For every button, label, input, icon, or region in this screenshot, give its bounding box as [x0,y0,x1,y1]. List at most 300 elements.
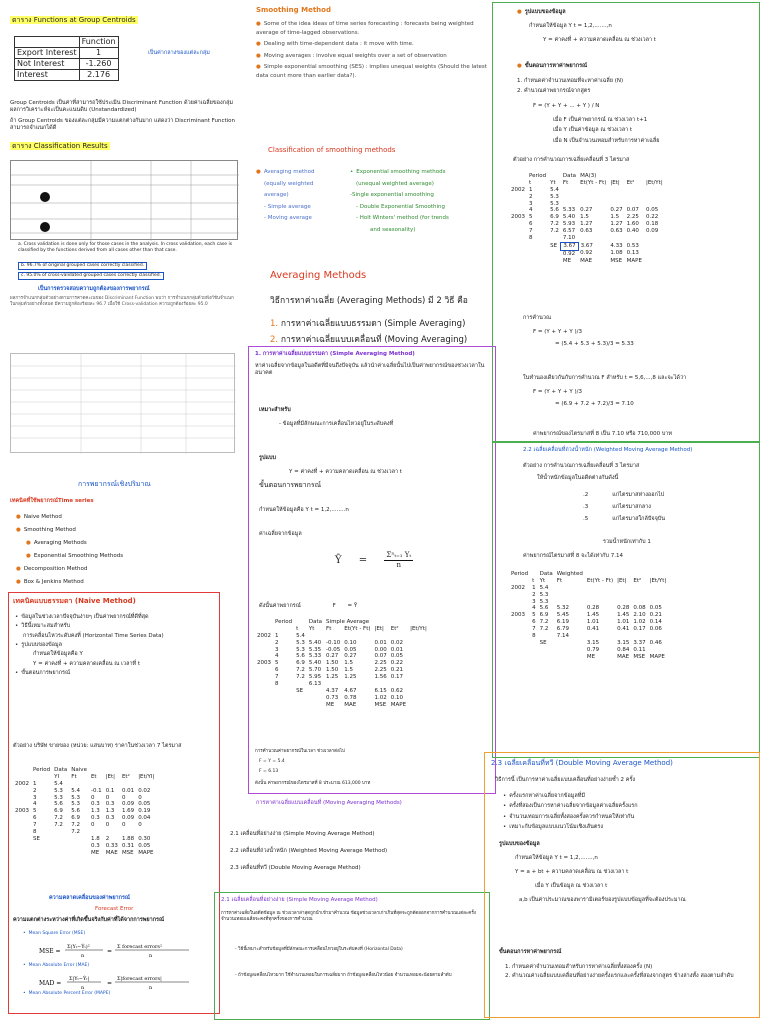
wma-row [509,612,668,619]
wma-row-cell: 0.05 [649,605,662,612]
ma-table: Period Data MA(3) t Yt Ft Et(Yt - Ft) |Et| Et² |Et/Yt| 2002 1 5.4 2 5.3 3 5.3 4 5.6 5.33 0.27 0.27 0.07 0.05 2003 5 6.9 5.40 1.5 1.5 2.25 0.22 6 7.2 5.93 1.27 1.27 1.60 0.18 7 7.2 6.57 0.63 0.63 0.40 0.09 8 7.10 SE 3.67 3.67 4.33 0.53 0.92 0.92 1.08 0.13 ME MAE MSE MAPE [511,173,663,264]
simple-avg-row-cell [294,681,307,688]
sma-title: 2.1 เฉลี่ยเคลื่อนที่อย่างง่าย (Simple Moving Average Method) [221,897,378,903]
naive-row-cell: 0 [138,794,142,801]
wma-ex: ตัวอย่าง การคำนวณการเฉลี่ยเคลื่อนที่ 3 ไตรมาส [523,463,640,469]
dma-where: เมื่อ Y เป็นข้อมูล ณ ช่วงเวลา t [535,883,608,889]
averaging-title: Averaging Methods [270,270,367,281]
ma-row-cell: 8 [529,235,533,242]
simple-avg-row-cell [324,633,342,640]
dma-eq: Y = a + bt + ความคลาดเคลื่อน ณ ช่วงเวลา t [515,869,629,875]
ma-row-cell [608,194,624,201]
ma-form-title: ● รูปแบบของข้อมูล [517,9,566,16]
mse-label: • Mean Square Error (MSE) [23,931,85,937]
wma-row-cell: 2002 [511,584,525,591]
ma-row-cell: 5 [529,214,533,221]
ts-title: เทคนิคที่ใช้พยากรณ์Time series [10,498,94,504]
naive-row-cell: 0 [105,822,110,828]
ma-row-cell: 0.63 [580,228,593,234]
wma-row-cell: 5.32 [556,605,570,612]
ma-row-cell [625,235,644,242]
centroid-note: เป็นค่ากลางของแต่ละกลุ่ม [148,50,210,56]
naive-row-cell: 1 [33,780,37,787]
wma-row [509,633,668,640]
ma-row-cell: 1.27 [580,221,593,228]
ma-row-cell [548,235,561,242]
simple-avg-row-cell [389,681,408,688]
ma-given: กำหนดให้ข้อมูล Y t = 1,2,.......,n [529,23,612,29]
ma-row [509,221,665,228]
wma-ex2: ให้น้ำหนักข้อมูลในอดีตต่างกันดังนี้ [537,475,619,481]
simple-avg-row-cell: 3 [275,646,279,653]
naive-row-cell: 0.01 [121,787,135,794]
simple-avg-row-cell: 1 [275,632,279,639]
naive-row-cell: 2002 [15,780,29,787]
wma-row-cell [631,592,647,599]
ts-item-averaging: ● Averaging Methods [26,537,123,550]
wma-row-cell: 7.2 [539,619,549,626]
naive-row-cell: 0.3 [90,801,100,808]
simple-avg-row-cell: 1.25 [326,674,339,680]
wma-row-cell [509,626,530,633]
ma-row-cell: 1 [529,186,533,193]
centroid-title: ตาราง Functions at Group Centroids [12,16,136,24]
naive-row-cell: 0 [90,822,95,828]
wma-row [509,585,668,592]
ts-item-naive: ● Naive Method [16,511,123,524]
simple-avg-row [255,667,429,674]
wma-row-cell: 7.14 [556,632,570,639]
naive-row-cell: 0.09 [121,815,135,822]
ma-row-cell [644,194,665,201]
simple-avg-row-cell [389,633,408,640]
wma-row-cell: 2003 [511,612,525,619]
naive-row [13,815,156,822]
naive-row-cell: 0.19 [138,808,151,815]
naive-bullets: • ข้อมูลในช่วงเวลาปัจจุบันง่ายๆ เป็นค่าพยากรณ์ที่ดีที่สุด • วิธีนี้เหมาะสมสำหรับ การเคลื่อนไหวระดับคงที่ (Horizontal Time Series Data) • รูปแบบของข้อมูล กำหนดให้ข้อมูลคือ Y Y = ค่าคงที่ + ความคลาดเคลื่อน ณ เวลาที่ t • ขั้นตอนการพยากรณ์ [15,613,215,678]
naive-row-cell: 6 [33,815,37,822]
simple-avg-row-cell [307,633,324,640]
ma-row-cell [608,201,624,208]
naive-row-cell: 2 [33,787,37,794]
dma-box [484,752,760,1018]
ma-row-cell: 7.2 [550,221,559,228]
svg-text:Σ|Yₜ−Ŷₜ|: Σ|Yₜ−Ŷₜ| [69,976,90,982]
wma-row-cell: 1.45 [586,612,600,619]
wma-row-cell: 0.28 [586,605,600,612]
simple-avg-row-cell: 5.3 [296,639,305,646]
simple-avg-row-cell [324,681,342,688]
simple-avg-row-cell: 0.01 [390,646,404,653]
wma-row [509,605,668,612]
naive-row [13,829,156,836]
wma-row-cell [631,633,647,640]
smoothing-left-list: ● Averaging method (equally weighted average) - Simple average - Moving average [256,167,346,225]
ma-row [509,228,665,235]
dma-bullets: • ครั้งแรกหาค่าเฉลี่ยจากข้อมูลที่มี • ครั้งที่สองเป็นการหาค่าเฉลี่ยจากข้อมูลค่าเฉลี่ยครั้งแรก • จำนวนเทอมการเฉลี่ยทั้งสองครั้งควรกำหนดให้เท่ากัน • เหมาะกับข้อมูลแบบแนวโน้มเชิงเส้นตรง [503,791,638,833]
wma-row-cell: 0.41 [586,626,600,632]
wma-row-cell: 0.28 [617,605,630,612]
ma-row-cell: 4 [529,207,533,214]
ma-row-cell [578,187,608,194]
simple-avg-row-cell [373,633,389,640]
classification-smoothing-title: Classification of smoothing methods [268,146,396,154]
svg-text:n: n [81,985,85,991]
faded-table-grid [11,354,236,454]
svg-text:n: n [81,953,85,959]
simple-avg-row-cell: 5.3 [296,646,305,653]
dma-form: รูปแบบของข้อมูล [499,841,540,847]
wma-row-cell: 0.06 [649,626,662,632]
naive-row-cell: 4 [33,801,37,808]
dma-list: 1. กำหนดค่าจำนวนเทอมสำหรับการหาค่าเฉลี่ยทั้งสองครั้ง (N) 2. คำนวณค่าเฉลี่ยแบบเคลื่อนที่อย่างง่ายครั้งแรกและครั้งที่สองจากสูตร ข้างล่างทั้ง สองตามลำดับ [505,964,734,979]
steps-label: ขั้นตอนการพยากรณ์ [259,481,322,489]
naive-row-cell [13,788,31,795]
naive-row [13,795,156,802]
svg-text:=: = [107,980,113,987]
ma-row-cell [608,235,624,242]
naive-row-cell [52,829,69,836]
column-2 [221,0,495,1024]
naive-row-cell: 0 [105,794,110,801]
simple-avg-row-cell: 2003 [257,660,271,667]
ma-row-cell [578,235,608,242]
faded-table [10,353,235,453]
ts-list [16,511,123,589]
suitable-label: เหมาะสำหรับ [259,407,291,413]
naive-row-cell: 1.69 [121,808,135,815]
ma-row [509,214,665,221]
wma-row-cell [538,633,555,640]
class-note-a: a. Cross validation is done only for those cases in the analysis. In cross validation, each case is classified by the functions derived from all cases other than that case. [18,242,233,253]
ma-row-cell: 0.07 [626,207,639,214]
simple-avg-row-cell: 1.25 [344,674,357,680]
smoothing-title: Smoothing Method [256,6,331,14]
wma-row-cell: 3 [532,598,536,605]
wma-row-cell: 1.01 [586,619,600,626]
ma-row-cell [608,187,624,194]
small-paragraph: ผลการจำแนกกลุ่มตัวอย่างตามการคาดคะเนของ Discriminant Function พบว่า การจำแนกกลุ่มด้วยฟังก์ชันจำแนกในกลุ่มตัวอย่างทั้งหมด มีความถูกต้องร้อยละ 96.7 เมื่อใช้ Cross-validation ความถูกต้องร้อยละ 95.0 [10,296,234,307]
ma-row [509,187,665,194]
ma-row-cell: 2003 [511,214,525,221]
simple-avg-row [255,640,429,647]
naive-row-cell: 2003 [15,808,29,815]
ma-row-cell: 3 [529,200,533,207]
naive-row-cell [13,801,31,808]
ma-row [509,201,665,208]
wma-row-cell: 1.02 [633,619,646,626]
forecast-error: Forecast Error [95,906,134,912]
ma-row-cell: 5.3 [550,200,559,207]
classification-table [10,160,238,240]
wma-row-cell: 2.10 [633,612,646,619]
error-desc: ความแตกต่างระหว่างค่าที่เกิดขึ้นจริงกับค่าที่ได้จากการพยากรณ์ [13,917,165,923]
ma-formula: F = (Y + Y + ... + Y ) / N [533,103,600,109]
sma-suit: - วิธีนี้เหมาะสำหรับข้อมูลที่มีลักษณะการเคลื่อนไหวอยู่ในระดับคงที่ (Horizontal Data) [235,947,403,952]
ma-row-cell [561,194,578,201]
svg-text:n: n [149,985,153,991]
wma-row-cell: 0.17 [633,626,646,632]
simple-avg-row [255,660,429,667]
dma-intro: วิธีการนี้ เป็นการหาค่าเฉลี่ยแบบเคลื่อนที่อย่างง่ายซ้ำ 2 ครั้ง [495,777,636,783]
wma-row-cell [585,585,615,592]
simple-avg-row-cell: 7.2 [296,674,305,680]
moving-title: การหาค่าเฉลี่ยแบบเคลื่อนที่ (Moving Averaging Methods) [256,800,402,806]
simple-avg-row [255,681,429,688]
ma-row-cell: 6.57 [562,228,576,234]
naive-row-cell: 1.3 [105,808,115,815]
wma-row-cell [631,599,647,606]
ma-row-cell: 7.10 [562,234,576,241]
wma-row-cell: 0.08 [633,605,646,612]
wma-row-cell [615,599,631,606]
wma-row-cell [555,599,585,606]
naive-row-cell: 7.2 [54,822,63,828]
naive-row-cell: 5.3 [54,787,63,794]
weights: .2 แก่ไตรมาสห่างออกไป .3 แก่ไตรมาสกลาง .5 แก่ไตรมาสใกล้ปัจจุบัน [583,492,666,523]
naive-row-cell: 0.04 [138,815,151,822]
given-line: กำหนดให้ข้อมูลคือ Y t = 1,2,........n [259,507,349,513]
dma-title: 2.3 เฉลี่ยเคลื่อนที่ทวี (Double Moving Average Method) [491,759,673,767]
f2-line: F = Y = 5.4 [259,759,285,764]
simple-avg-row-cell [255,674,273,681]
naive-row-cell [104,781,120,788]
ma-row-cell [509,201,527,208]
column-1 [8,8,238,1018]
wma-row-cell [615,633,631,640]
naive-row-cell [89,829,104,836]
svg-text:n: n [149,953,153,959]
simple-avg-row-cell: 6 [275,667,279,674]
simple-avg-row-cell: 5.6 [296,653,305,660]
simple-avg-row-cell: 5.33 [308,653,322,660]
wma-row-cell: 1.45 [617,612,630,619]
simple-avg-row-cell [342,633,372,640]
centroid-table: Function Export Interest 1 Not Interest -1.260 Interest 2.176 [14,36,119,81]
wma-row-cell: 4 [532,605,536,612]
ma-row-cell: 7.2 [550,228,559,234]
wma-title: 2.2 เฉลี่ยเคลื่อนที่ถ่วงน้ำหนัก (Weighted Moving Average Method) [523,447,693,453]
wma-row [509,619,668,626]
wma-row-cell [509,599,530,606]
ts-item-smoothing: ● Smoothing Method [16,524,123,537]
ma-row-cell: 5.4 [550,186,559,193]
ma-row-cell [578,194,608,201]
ma-row-cell [625,187,644,194]
mape-label: • Mean Absolute Percent Error (MAPE) [23,991,110,997]
simple-avg-row-cell: 0.07 [374,653,387,660]
simple-avg-row-cell: 7 [275,674,279,680]
ma-row [509,235,665,242]
sma-note: - ถ้าข้อมูลเคลื่อนไหวมาก ใช้จำนวนเทอมในการเฉลี่ยมาก ถ้าข้อมูลเคลื่อนไหวน้อย จำนวนเทอมจะน้อยตามลำดับ [235,973,452,978]
wma-row-cell [585,592,615,599]
simple-avg-row-cell: 5.40 [308,660,322,667]
ma-row-cell: 0.18 [645,221,659,228]
naive-row-cell: 5.3 [54,794,63,801]
naive-row [13,781,156,788]
wma-q8: ค่าพยากรณ์ไตรมาสที่ 8 จะได้เท่ากับ 7.14 [523,553,623,559]
wma-row-cell: 0.21 [649,612,662,619]
wma-row-cell: 6.19 [556,619,570,626]
naive-row-cell: 5.6 [54,801,63,808]
naive-row-cell: 5.3 [71,801,81,808]
simple-avg-row-cell [342,681,372,688]
ma-row-cell [644,201,665,208]
naive-row-cell: 0.09 [121,801,135,808]
naive-rows [13,781,156,836]
naive-row-cell [104,829,120,836]
simple-avg-row-cell: 0.05 [344,646,357,653]
averaging-list: 1. การหาค่าเฉลี่ยแบบธรรมดา (Simple Averaging) 2. การหาค่าเฉลี่ยแบบเคลื่อนที่ (Moving Averaging) [270,319,468,346]
ma-f4a: F = (Y + Y + Y )/3 [533,329,582,335]
simple-avg-row-cell: 7.2 [296,667,305,674]
ma-row-cell [644,187,665,194]
wma-row-cell [648,585,669,592]
simple-avg-row-cell: 1.5 [344,660,354,667]
ma-row-cell: 1.5 [610,214,620,221]
svg-text:Σ forecast errors²: Σ forecast errors² [117,944,162,950]
wma-row-cell: 2 [532,591,536,598]
sma-desc: การหาค่าเฉลี่ยในอดีตข้อมูล ณ ช่วงเวลาล่าสุดถูกนำเข้ามาคำนวณ ข้อมูลช่วงเวลาเก่าเกินที่สุดจะถูกตัดออกจากการคำนวณแต่ละครั้ง จำนวนเทอมเฉลี่ยจะคงที่ทุกครั้งของการคำนวณ [221,911,476,922]
ma-where: เมื่อ F เป็นค่าพยากรณ์ ณ ช่วงเวลา t+1 เมื่อ Y เป็นค่าข้อมูล ณ ช่วงเวลา t เมื่อ N เป็นจำนวนเทอมสำหรับการหาค่าเฉลี่ย [553,117,660,144]
wma-row-cell: 5.4 [539,584,549,591]
naive-row-cell [13,795,31,802]
ma-row-cell: 1.27 [610,221,623,228]
simple-avg-row-cell: 1.56 [374,674,387,680]
dma-given: กำหนดให้ข้อมูล Y t = 1,2,.......,n [515,855,598,861]
wma-row-cell: 5 [532,612,536,619]
simple-avg-rows [255,633,429,688]
smoothing-bullets: ● Some of the idea ideas of time series forecasting : forecasts being weighted average of time-lagged observations. ● Dealing with time-dependent data : it move with time. ● Moving averages : involve equal weights over a set of observation ● Simple exponential smoothing (SES) : implies unequal weights (Should the latest data count more than earlier data?). [256,20,492,80]
wma-rows [509,585,668,640]
simple-avg-row-cell: 8 [275,680,279,687]
simple-avg-row-cell: 0.27 [326,653,339,660]
ts-item-exponential: ● Exponential Smoothing Methods [26,550,123,563]
simple-avg-row-cell [373,681,389,688]
ma-row-cell: 1.5 [580,214,589,221]
naive-row-cell: 0.1 [105,787,115,794]
svg-text:Σ|forecast errors|: Σ|forecast errors| [117,976,162,982]
simple-avg-row-cell: 5 [275,660,279,667]
ma-row-cell: 0.05 [645,207,659,214]
form-label: รูปแบบ [259,455,276,461]
ybar-formula: Ȳ = Σⁿₜ₌₁ Yₜ n [335,551,412,569]
wma-row-cell [509,592,530,599]
naive-row-cell: -0.1 [90,787,102,794]
naive-example: ตัวอย่าง บริษัท ขายของ (หน่วย: แสนบาท) ราคาในช่วงเวลา 7 ไตรมาส [13,743,182,749]
naive-row-cell: 6.9 [71,815,81,822]
simple-avg-row-cell: 0.02 [390,639,404,646]
svg-text:=: = [107,948,113,955]
ma-row-cell [644,235,665,242]
ma-row-cell: 0.40 [626,228,639,234]
dma-steps: ขั้นตอนการหาค่าพยากรณ์ [499,949,562,955]
ma-row-cell [578,201,608,208]
naive-row [13,788,156,795]
classification-title: ตาราง Classification Results [12,142,108,150]
ma-row-cell: 2 [529,193,533,200]
check-title: เป็นการตรวจสอบความถูกต้องของการพยากรณ์ [38,286,150,292]
simple-avg-row-cell: 4 [275,653,279,660]
ma-f4b: = (5.4 + 5.3 + 5.3)/3 = 5.33 [555,341,634,347]
naive-row-cell: 5.3 [71,794,81,801]
simple-avg-row-cell: 5.95 [308,674,322,680]
naive-row-cell [13,815,31,822]
ma-row-cell: 5.3 [550,193,559,200]
simple-avg-row-cell: 2.25 [374,660,387,667]
wma-row-cell [509,633,530,640]
wma-row-cell [509,605,530,612]
naive-row-cell: 0.3 [105,801,115,808]
naive-row-cell: 0 [121,822,126,828]
simple-avg-row-cell: 0.05 [390,653,404,660]
naive-row-cell: 7.2 [71,828,81,835]
naive-row-cell [13,829,31,836]
naive-row-cell [89,781,104,788]
naive-title: เทคนิคแบบธรรมดา (Naive Method) [13,597,136,605]
dma-where2: a,b เป็นค่าประมาณของพารามิเตอร์ของรูปแบบข้อมูลที่จะต้องประมาณ [519,897,686,903]
naive-row-cell: 6.9 [54,808,63,815]
ma-row-cell [625,194,644,201]
ma-cont: ในทำนองเดียวกันกับการคำนวณ F สำหรับ t = 5,6,...,8 และจะได้ว่า [523,375,687,381]
mad-formula [39,971,209,993]
simple-avg-row-cell [255,640,273,647]
ma-calc: การคำนวณ [523,315,552,321]
suitable-item: - ข้อมูลที่มีลักษณะการเคลื่อนไหวอยู่ในระดับคงที่ [279,421,394,427]
wma-row-cell: 8 [532,632,536,639]
naive-row-cell: 0 [90,794,95,801]
simple-avg-row-cell: 2 [275,639,279,646]
simple-avg-row-cell: -0.10 [326,639,341,646]
ma-row-cell: 0.09 [645,228,659,234]
naive-row-cell: 0.02 [138,787,151,794]
class-note-c: c. 95.0% of cross-validated grouped cases correctly classified. [18,272,164,280]
column-3 [491,0,766,1024]
naive-row-cell: 7.2 [71,822,81,828]
wma-row-cell [555,592,585,599]
simple-avg-row [255,633,429,640]
naive-table: Period Data Naive YI Ft Et |Et| Et² |Et/YI| 2002 1 5.4 2 5.3 5.4 -0.1 0.1 0.01 0.02 3 5.3 5.3 0 0 0 0 4 5.6 5.3 0.3 0.3 0.09 0.05 2003 5 6.9 5.6 1.3 1.3 1.69 0.19 6 7.2 6.9 0.3 0.3 0.09 0.04 7 7.2 7.2 0 0 0 0 8 7.2 SE 1.8 2 1.88 0.30 0.3 0.33 0.31 0.05 ME MAE MSE MAPE [15,767,155,856]
wma-row-cell [585,633,615,640]
ma-steps-title: ● ขั้นตอนการหาค่าพยากรณ์ [517,63,587,70]
svg-text:MSE =: MSE = [39,948,61,955]
smoothing-right-list: • Exponential smoothing methods (unequal weighted average) -Single exponential smoothing - Double Exponential Smoothing - Holt Winters' method (for trends and seasonality) [350,167,490,236]
wma-row-cell: 5.45 [556,612,570,619]
naive-row-cell [13,822,31,829]
ma-f8a: F = (Y + Y + Y )/3 [533,389,582,395]
naive-row-cell [120,829,136,836]
svg-text:Σ(Yₜ−Ŷₜ)²: Σ(Yₜ−Ŷₜ)² [67,944,90,950]
wma-row-cell: 7.2 [539,626,549,632]
wma-box [492,442,760,758]
centroid-para-2: ถ้า Group Centroids ของแต่ละกลุ่มมีความแตกต่างกันมาก แสดงว่า Discriminant Function สามารถจำแนกได้ดี [10,118,236,131]
wma-row-cell [648,599,669,606]
simple-avg-row-cell: 2.25 [374,667,387,674]
simple-avg-row-cell [255,681,273,688]
simple-avg-row-cell: 0.00 [374,646,387,653]
wma-row-cell [555,585,585,592]
simple-avg-row-cell: 2002 [257,632,271,639]
simple-average-box [248,346,496,794]
ma-row-cell: 0.27 [610,207,623,214]
ma-row-cell: 6 [529,221,533,228]
wma-row-cell: 7 [532,626,536,632]
ma-row-cell [561,201,578,208]
simple-avg-row-cell [255,647,273,654]
wma-row-cell: 1 [532,584,536,591]
naive-row [13,822,156,829]
ma-row-cell: 1.60 [626,221,639,228]
